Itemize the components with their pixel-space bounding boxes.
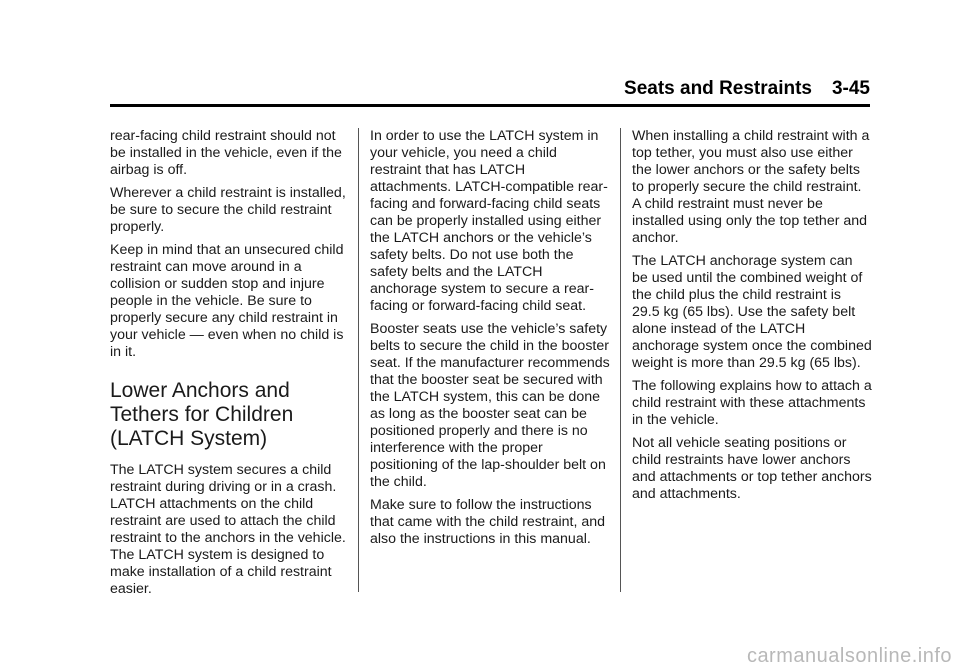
paragraph: Wherever a child restraint is installed, be sure to secure the child restraint properly. (110, 185, 346, 235)
paragraph: The following explains how to attach a child restraint with these attachments in the vehicle. (632, 378, 872, 428)
page-number: 3-45 (831, 78, 870, 99)
page-header (110, 78, 870, 107)
paragraph: Booster seats use the vehicle’s safety belts to secure the child in the booster seat. If the manufacturer recommends that the booster seat be secured with the LATCH system, this can be done as long as the booster seat can be positioned properly and there is no interference with the proper positioning of the lap-shoulder belt on the child. (370, 321, 610, 490)
column-divider (358, 128, 359, 592)
watermark: carmanualsonline.info (746, 645, 952, 667)
paragraph: rear-facing child restraint should not be installed in the vehicle, even if the airbag is off. (110, 128, 342, 178)
paragraph: Keep in mind that an unsecured child restraint can move around in a collision or sudden stop and injure people in the vehicle. Be sure to properly secure any child restraint in your vehicle — even when no child is in it. (110, 242, 344, 360)
text-column-3 (632, 128, 872, 509)
section-heading: Lower Anchors and Tethers for Children (LATCH System) (110, 379, 294, 450)
text-column-1 (110, 128, 350, 604)
section-title: Seats and Restraints (624, 78, 812, 99)
paragraph: Make sure to follow the instructions that came with the child restraint, and also the instructions in this manual. (370, 497, 606, 547)
paragraph: The LATCH anchorage system can be used until the combined weight of the child plus the child restraint is 29.5 kg (65 lbs). Use the safety belt alone instead of the LATCH anchorage system once the combined weight is more than 29.5 kg (65 lbs). (632, 253, 872, 371)
column-divider (620, 128, 621, 592)
paragraph: The LATCH system secures a child restraint during driving or in a crash. LATCH attachments on the child restraint are used to attach the child restraint to the anchors in the vehicle. The LATCH system is designed to make installation of a child restraint easier. (110, 462, 346, 597)
text-column-2 (370, 128, 610, 554)
paragraph: Not all vehicle seating positions or child restraints have lower anchors and attachments or top tether anchors and attachments. (632, 435, 872, 502)
paragraph: When installing a child restraint with a top tether, you must also use either the lower anchors or the safety belts to properly secure the child restraint. A child restraint must never be installed using only the top tether and anchor. (632, 128, 870, 246)
paragraph: In order to use the LATCH system in your vehicle, you need a child restraint that has LATCH attachments. LATCH-compatible rear-facing and forward-facing child seats can be properly installed using either the LATCH anchors or the vehicle’s safety belts. Do not use both the safety belts and the LATCH anchorage system to secure a rear-facing or forward-facing child seat. (370, 128, 608, 314)
